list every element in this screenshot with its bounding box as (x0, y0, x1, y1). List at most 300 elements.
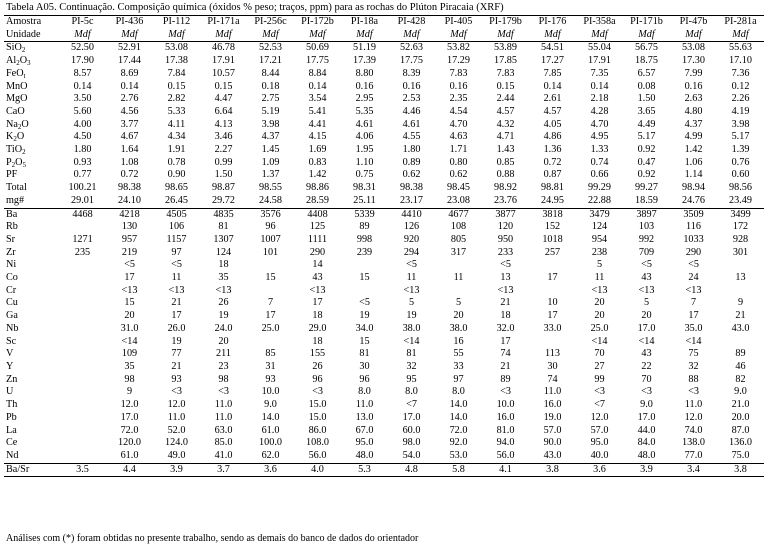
value-cell: 81 (359, 348, 370, 360)
table-row (4, 55, 764, 68)
value-cell: 1.06 (684, 156, 703, 168)
value-cell: 98.0 (402, 437, 421, 449)
value-cell: 4.57 (496, 105, 515, 117)
sample-id-header: PI-405 (435, 16, 482, 29)
value-cell: 75.0 (731, 449, 750, 461)
value-cell: 2.82 (167, 93, 186, 105)
value-cell: 4.57 (543, 105, 562, 117)
table-row (4, 68, 764, 81)
value-cell: 53.82 (447, 42, 470, 54)
value-cell: <5 (171, 259, 182, 271)
table-row (4, 144, 764, 157)
value-cell: 4.55 (402, 131, 421, 143)
value-cell: <13 (215, 284, 232, 296)
value-cell: 17.0 (402, 411, 421, 423)
table-row (4, 437, 764, 450)
value-cell: 1.91 (167, 144, 186, 156)
value-cell: 98.92 (494, 182, 517, 194)
table-row (4, 119, 764, 132)
value-cell: 19 (218, 310, 229, 322)
row-label: MgO (6, 93, 28, 105)
value-cell: 53.89 (494, 42, 517, 54)
value-cell: 0.83 (308, 156, 327, 168)
value-cell: 41.0 (214, 449, 233, 461)
value-cell: 4.1 (482, 463, 529, 477)
value-cell: <5 (359, 297, 370, 309)
value-cell: 4408 (307, 208, 328, 220)
row-label: $P_2O_5$ (6, 156, 27, 169)
value-cell: 82 (735, 373, 746, 385)
value-cell: 3.98 (261, 118, 280, 130)
value-cell: 15 (124, 297, 135, 309)
value-cell: 954 (591, 233, 608, 245)
value-cell: 0.75 (355, 169, 374, 181)
value-cell: <7 (594, 399, 605, 411)
sample-header-row (4, 16, 764, 29)
value-cell: 3.7 (200, 463, 247, 477)
value-cell: 17.10 (729, 55, 752, 67)
value-cell: 2.27 (214, 144, 233, 156)
value-cell: 10.0 (261, 386, 280, 398)
table-row (4, 81, 764, 94)
value-cell: 0.14 (308, 80, 327, 92)
value-cell: 0.14 (590, 80, 609, 92)
row-label: Sr (6, 233, 16, 245)
value-cell: 4.19 (731, 105, 750, 117)
value-cell: 1.64 (120, 144, 139, 156)
value-cell: 93 (171, 373, 182, 385)
value-cell: <13 (403, 284, 420, 296)
value-cell: 0.15 (167, 80, 186, 92)
value-cell: 8.44 (261, 67, 280, 79)
value-cell: 57.0 (543, 424, 562, 436)
value-cell: 21 (171, 297, 182, 309)
value-cell: 53.08 (682, 42, 705, 54)
unit-header: Mdf (59, 29, 106, 42)
value-cell: 172 (732, 221, 749, 233)
value-cell: 23.76 (482, 195, 529, 208)
value-cell: 25.0 (261, 322, 280, 334)
value-cell: 0.92 (637, 144, 656, 156)
sample-id-header: PI-428 (388, 16, 435, 29)
row-label: SiO$_2$ (6, 42, 26, 55)
value-cell: 18.59 (623, 195, 670, 208)
value-cell: <13 (638, 284, 655, 296)
value-cell: 11 (171, 272, 182, 284)
value-cell: 4.06 (355, 131, 374, 143)
value-cell: 17.75 (306, 55, 329, 67)
value-cell: 152 (544, 221, 561, 233)
value-cell: 3.77 (120, 118, 139, 130)
value-cell: <5 (688, 259, 699, 271)
value-cell (59, 323, 106, 336)
row-label: Pb (6, 411, 17, 423)
value-cell: 1.69 (308, 144, 327, 156)
value-cell: 20 (641, 310, 652, 322)
table-row (4, 399, 764, 412)
value-cell: 294 (403, 246, 420, 258)
value-cell: 0.14 (120, 80, 139, 92)
table-row (4, 221, 764, 234)
value-cell: 38.0 (449, 322, 468, 334)
value-cell: 97 (453, 373, 464, 385)
value-cell: 13.0 (355, 411, 374, 423)
value-cell: 26 (312, 360, 323, 372)
unit-header: Mdf (482, 29, 529, 42)
sample-id-header: PI-112 (153, 16, 200, 29)
value-cell: 1.37 (261, 169, 280, 181)
value-cell (59, 310, 106, 323)
value-cell: 17.91 (212, 55, 235, 67)
value-cell: <3 (218, 386, 229, 398)
value-cell: 61.0 (120, 449, 139, 461)
value-cell: 95.0 (590, 437, 609, 449)
value-cell: 2.76 (120, 93, 139, 105)
row-label: Cr (6, 284, 17, 296)
value-cell: 98.81 (541, 182, 564, 194)
value-cell: 4.46 (402, 105, 421, 117)
value-cell: 126 (403, 221, 420, 233)
row-label: MnO (6, 80, 28, 92)
value-cell (59, 221, 106, 234)
value-cell: 15.0 (308, 399, 327, 411)
value-cell: 3877 (495, 208, 516, 220)
value-cell: <3 (500, 386, 511, 398)
unit-header: Mdf (623, 29, 670, 42)
value-cell: 4.70 (449, 118, 468, 130)
value-cell: 10.57 (212, 67, 235, 79)
value-cell: 18 (312, 335, 323, 347)
value-cell: 98.94 (682, 182, 705, 194)
value-cell: 98.65 (165, 182, 188, 194)
value-cell: 72.0 (120, 424, 139, 436)
value-cell: 35.0 (684, 322, 703, 334)
value-cell: 49.0 (167, 449, 186, 461)
value-cell: 14.0 (261, 411, 280, 423)
value-cell: 17.44 (118, 55, 141, 67)
table-row (4, 259, 764, 272)
value-cell: 56.0 (496, 449, 515, 461)
value-cell: 4.56 (120, 105, 139, 117)
table-row (4, 247, 764, 260)
value-cell: 19 (171, 335, 182, 347)
row-label: V (6, 348, 14, 360)
value-cell: 22 (641, 360, 652, 372)
value-cell: 1.71 (449, 144, 468, 156)
value-cell: 7.36 (731, 67, 750, 79)
value-cell: 1.80 (73, 144, 92, 156)
table-body (4, 42, 764, 477)
value-cell: 138.0 (682, 437, 705, 449)
value-cell: 43.0 (731, 322, 750, 334)
value-cell: 29.01 (59, 195, 106, 208)
value-cell: 24.76 (670, 195, 717, 208)
row-label: La (6, 424, 17, 436)
value-cell (59, 272, 106, 285)
value-cell: 0.15 (214, 80, 233, 92)
table-row (4, 285, 764, 298)
value-cell: 52.50 (71, 42, 94, 54)
value-cell: <14 (638, 335, 655, 347)
value-cell: 43.0 (543, 449, 562, 461)
value-cell: 4.0 (294, 463, 341, 477)
row-label: $Al_2O_3$ (6, 55, 31, 68)
value-cell: 96 (359, 373, 370, 385)
value-cell: 31 (265, 360, 276, 372)
value-cell: 0.08 (637, 80, 656, 92)
value-cell: 23.08 (435, 195, 482, 208)
table-row (4, 386, 764, 399)
value-cell: 0.80 (449, 156, 468, 168)
value-cell: 1.36 (543, 144, 562, 156)
value-cell: 17 (265, 310, 276, 322)
value-cell: 7 (690, 297, 697, 309)
sample-id-header: PI-5c (59, 16, 106, 29)
value-cell: 957 (121, 233, 138, 245)
row-label: Sc (6, 335, 17, 347)
value-cell: 3.5 (59, 463, 106, 477)
value-cell: 0.72 (120, 169, 139, 181)
value-cell: 25.11 (341, 195, 388, 208)
value-cell: 211 (216, 348, 231, 360)
value-cell (59, 425, 106, 438)
value-cell: 85.0 (214, 437, 233, 449)
value-cell: 43 (641, 348, 652, 360)
value-cell: 98.45 (447, 182, 470, 194)
value-cell: 11.0 (214, 411, 233, 423)
value-cell: 32 (688, 360, 699, 372)
value-cell: 77 (171, 348, 182, 360)
value-cell: 99 (594, 373, 605, 385)
value-cell (247, 285, 294, 298)
value-cell: 3576 (260, 208, 281, 220)
value-cell: 17 (312, 297, 323, 309)
value-cell: 5.19 (261, 105, 280, 117)
value-cell: 21.0 (731, 399, 750, 411)
value-cell: 0.66 (590, 169, 609, 181)
value-cell: 8.0 (405, 386, 418, 398)
value-cell: 4.49 (637, 118, 656, 130)
unit-header: Mdf (529, 29, 576, 42)
row-label: Rb (6, 221, 18, 233)
value-cell: 51.19 (353, 42, 376, 54)
row-label: $K_2O$ (6, 131, 25, 144)
value-cell: 30 (547, 360, 558, 372)
value-cell: 1.39 (731, 144, 750, 156)
value-cell: 11 (594, 272, 605, 284)
value-cell: 90.0 (543, 437, 562, 449)
value-cell (59, 348, 106, 361)
value-cell: 124.0 (165, 437, 188, 449)
value-cell: 11.0 (167, 411, 186, 423)
value-cell: 74 (547, 373, 558, 385)
table-row (4, 208, 764, 221)
value-cell: 46.78 (212, 42, 235, 54)
value-cell: <13 (121, 284, 138, 296)
value-cell: 27 (594, 360, 605, 372)
value-cell: 74 (500, 348, 511, 360)
value-cell: 0.72 (543, 156, 562, 168)
value-cell: 61.0 (261, 424, 280, 436)
value-cell: 20 (218, 335, 229, 347)
value-cell: 75 (688, 348, 699, 360)
row-label: CaO (6, 105, 25, 117)
value-cell: 3.9 (623, 463, 670, 477)
value-cell: 4.54 (449, 105, 468, 117)
value-cell: 998 (356, 233, 373, 245)
value-cell: 1.42 (684, 144, 703, 156)
value-cell (59, 297, 106, 310)
value-cell: 239 (356, 246, 373, 258)
value-cell: 0.78 (167, 156, 186, 168)
sample-header-label: Amostra (4, 16, 59, 29)
value-cell: 81 (406, 348, 417, 360)
value-cell: 77.0 (684, 449, 703, 461)
row-label: Ba/Sr (4, 463, 59, 477)
value-cell: 4.47 (214, 93, 233, 105)
value-cell (59, 285, 106, 298)
value-cell: 99.29 (588, 182, 611, 194)
value-cell: 17 (547, 272, 558, 284)
value-cell: 4.28 (590, 105, 609, 117)
row-label: PF (6, 169, 18, 181)
value-cell: <3 (171, 386, 182, 398)
value-cell: 1157 (166, 233, 187, 245)
value-cell: 928 (732, 233, 749, 245)
value-cell: 11.0 (684, 399, 703, 411)
value-cell: 1.42 (308, 169, 327, 181)
value-cell: 26.0 (167, 322, 186, 334)
value-cell: 44.0 (637, 424, 656, 436)
value-cell: 10 (547, 297, 558, 309)
value-cell: 17.0 (637, 411, 656, 423)
value-cell: 96 (312, 373, 323, 385)
value-cell: 20 (453, 310, 464, 322)
value-cell: 24.95 (529, 195, 576, 208)
value-cell: 53.0 (449, 449, 468, 461)
value-cell: 130 (121, 221, 138, 233)
value-cell: 4218 (119, 208, 140, 220)
value-cell: 98 (218, 373, 229, 385)
value-cell: 4.15 (308, 131, 327, 143)
value-cell: 992 (638, 233, 655, 245)
value-cell: 108 (450, 221, 467, 233)
row-label: Ce (6, 437, 18, 449)
value-cell: 88 (688, 373, 699, 385)
value-cell: 1.45 (261, 144, 280, 156)
row-label: Ba (6, 208, 18, 220)
value-cell: 8.69 (120, 67, 139, 79)
value-cell: 8.84 (308, 67, 327, 79)
value-cell: 1111 (307, 233, 328, 245)
table-row (4, 93, 764, 106)
unit-header: Mdf (294, 29, 341, 42)
value-cell: 100.0 (259, 437, 282, 449)
value-cell: 4.13 (214, 118, 233, 130)
value-cell: 1.43 (496, 144, 515, 156)
value-cell: 9.0 (264, 399, 277, 411)
value-cell: 52.63 (400, 42, 423, 54)
value-cell: 17 (688, 310, 699, 322)
value-cell: 1.50 (637, 93, 656, 105)
value-cell: 11 (406, 272, 417, 284)
value-cell: 5.60 (73, 105, 92, 117)
value-cell: 3.8 (529, 463, 576, 477)
value-cell: 2.61 (543, 93, 562, 105)
value-cell: 5339 (354, 208, 375, 220)
value-cell: 3.9 (153, 463, 200, 477)
unit-header: Mdf (717, 29, 764, 42)
table-row (4, 450, 764, 463)
value-cell: 18.75 (635, 55, 658, 67)
value-cell: 0.87 (543, 169, 562, 181)
value-cell: 15 (359, 335, 370, 347)
value-cell: 30 (359, 360, 370, 372)
row-label: TiO$_2$ (6, 144, 26, 157)
row-label: Nd (6, 449, 19, 461)
value-cell: 21 (735, 310, 746, 322)
value-cell: 0.16 (402, 80, 421, 92)
row-label: Ni (6, 259, 17, 271)
value-cell: <7 (406, 399, 417, 411)
value-cell: 40.0 (590, 449, 609, 461)
value-cell: 98 (124, 373, 135, 385)
value-cell: 11.0 (214, 399, 233, 411)
value-cell: 17.91 (588, 55, 611, 67)
value-cell: 9 (737, 297, 744, 309)
value-cell: 1.09 (261, 156, 280, 168)
value-cell: 101 (262, 246, 279, 258)
value-cell: 8.57 (73, 67, 92, 79)
value-cell: <3 (641, 386, 652, 398)
value-cell: 257 (544, 246, 561, 258)
value-cell (59, 336, 106, 349)
value-cell: 63.0 (214, 424, 233, 436)
sample-id-header: PI-176 (529, 16, 576, 29)
value-cell (59, 437, 106, 450)
unit-header: Mdf (200, 29, 247, 42)
value-cell: 62.0 (261, 449, 280, 461)
value-cell: 98.87 (212, 182, 235, 194)
value-cell: 89 (735, 348, 746, 360)
value-cell: 4.05 (543, 118, 562, 130)
value-cell: 98.55 (259, 182, 282, 194)
value-cell: 4468 (72, 208, 93, 220)
value-cell: 0.16 (684, 80, 703, 92)
value-cell: 290 (685, 246, 702, 258)
value-cell: <13 (685, 284, 702, 296)
value-cell: 17.27 (541, 55, 564, 67)
sample-id-header: PI-179b (482, 16, 529, 29)
value-cell: 20 (594, 297, 605, 309)
value-cell: 0.90 (167, 169, 186, 181)
sample-id-header: PI-436 (106, 16, 153, 29)
value-cell: 8.80 (355, 67, 374, 79)
value-cell: 50.69 (306, 42, 329, 54)
value-cell (59, 259, 106, 272)
value-cell: 3.65 (637, 105, 656, 117)
value-cell: 11.0 (355, 399, 374, 411)
value-cell: 233 (497, 246, 514, 258)
value-cell: 5 (408, 297, 415, 309)
value-cell (59, 386, 106, 399)
value-cell: 7.99 (684, 67, 703, 79)
value-cell: 24.0 (214, 322, 233, 334)
value-cell: 10.0 (496, 399, 515, 411)
sample-id-header: PI-281a (717, 16, 764, 29)
value-cell: 4.70 (590, 118, 609, 130)
value-cell: 0.77 (73, 169, 92, 181)
